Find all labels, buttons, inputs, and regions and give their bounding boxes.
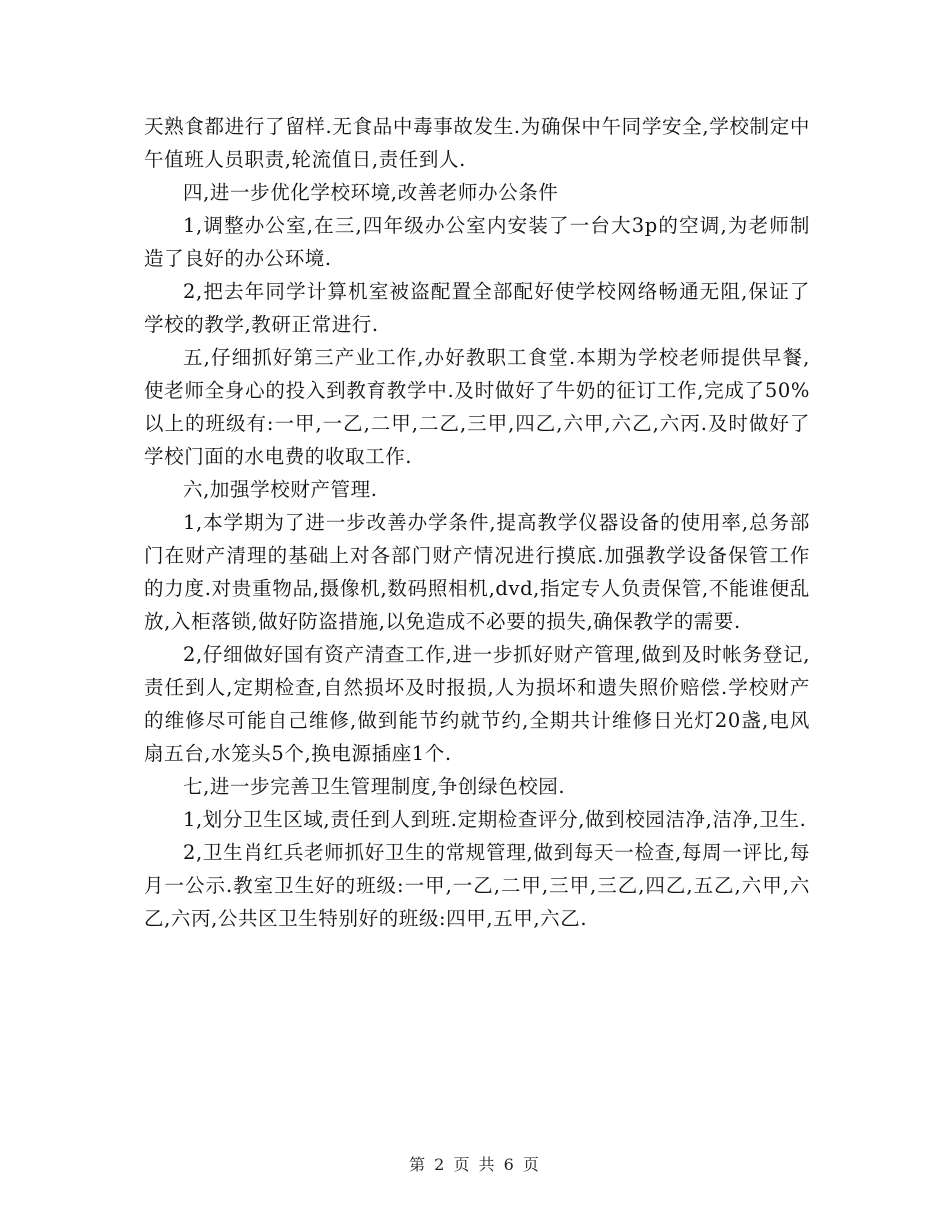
- page-number-footer: 第 2 页 共 6 页: [409, 1155, 541, 1174]
- paragraph-4-2: 2,把去年同学计算机室被盗配置全部配好使学校网络畅通无阻,保证了学校的教学,教研正常进行.: [144, 280, 810, 336]
- section-heading-7: 七,进一步完善卫生管理制度,争创绿色校园.: [183, 775, 566, 798]
- paragraph-6-2: 2,仔细做好国有资产清查工作,进一步抓好财产管理,做到及时帐务登记,责任到人,定期检查,自然损坏及时报损,人为损坏和遗失照价赔偿.学校财产的维修尽可能自己维修,做到能节约就节约,全期共计维修日光灯20盏,电风扇五台,水笼头5个,换电源插座1个.: [144, 643, 810, 765]
- paragraph-1: 天熟食都进行了留样.无食品中毒事故发生.为确保中午同学安全,学校制定中午值班人员职责,轮流值日,责任到人.: [144, 115, 810, 171]
- document-body: [144, 110, 810, 935]
- paragraph-7-2: 2,卫生肖红兵老师抓好卫生的常规管理,做到每天一检查,每周一评比,每月一公示.教室卫生好的班级:一甲,一乙,二甲,三甲,三乙,四乙,五乙,六甲,六乙,六丙,公共区卫生特别好的班级:四甲,五甲,六乙.: [144, 841, 810, 930]
- paragraph-7-1: 1,划分卫生区域,责任到人到班.定期检查评分,做到校园洁净,洁净,卫生.: [183, 808, 807, 831]
- paragraph-6-1: 1,本学期为了进一步改善办学条件,提高教学仪器设备的使用率,总务部门在财产清理的基础上对各部门财产情况进行摸底.加强教学设备保管工作的力度.对贵重物品,摄像机,数码照相机,dvd,指定专人负责保管,不能谁便乱放,入柜落锁,做好防盗措施,以免造成不必要的损失,确保教学的需要.: [144, 511, 810, 633]
- section-5-paragraph: 五,仔细抓好第三产业工作,办好教职工食堂.本期为学校老师提供早餐,使老师全身心的投入到教育教学中.及时做好了牛奶的征订工作,完成了50%以上的班级有:一甲,一乙,二甲,二乙,三甲,四乙,六甲,六乙,六丙.及时做好了学校门面的水电费的收取工作.: [144, 346, 810, 468]
- paragraph-4-1: 1,调整办公室,在三,四年级办公室内安装了一台大3p的空调,为老师制造了良好的办公环境.: [144, 214, 810, 270]
- section-heading-6: 六,加强学校财产管理.: [183, 478, 378, 501]
- section-heading-4: 四,进一步优化学校环境,改善老师办公条件: [183, 181, 559, 204]
